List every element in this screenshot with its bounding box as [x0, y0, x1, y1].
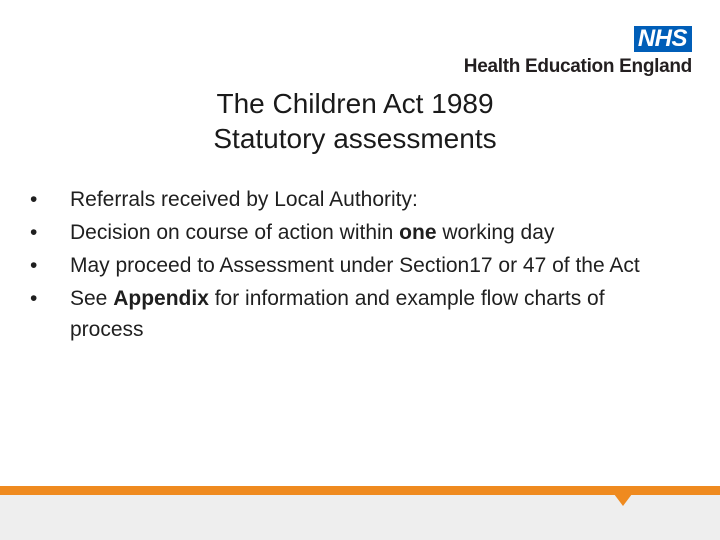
footer-accent-stripe	[0, 486, 720, 495]
bullet-list	[30, 184, 670, 345]
bullet-text-before: See	[70, 287, 114, 310]
footer-band	[0, 495, 720, 540]
nhs-hee-logo	[464, 26, 692, 78]
bullet-item	[30, 283, 670, 345]
bullet-text: Referrals received by Local Authority:	[70, 188, 418, 211]
organisation-name: Health Education England	[463, 56, 692, 77]
bullet-text-before: Decision on course of action within	[70, 221, 400, 244]
bullet-text-after: working day	[436, 221, 555, 244]
bullet-item	[30, 217, 670, 248]
bullet-item	[30, 184, 670, 215]
bullet-text-after: for information and example flow charts of process	[70, 287, 605, 341]
bullet-emphasis: one	[399, 221, 437, 244]
slide-title-line-1: The Children Act 1989	[216, 88, 494, 119]
bullet-item	[30, 250, 670, 281]
nhs-badge: NHS	[634, 26, 692, 52]
slide-title-line-2: Statutory assessments	[213, 123, 497, 154]
bullet-text: May proceed to Assessment under Section17 or 47 of the Act	[70, 254, 640, 277]
footer-notch-marker	[614, 494, 632, 506]
bullet-emphasis: Appendix	[113, 287, 209, 310]
slide-title	[0, 86, 710, 156]
